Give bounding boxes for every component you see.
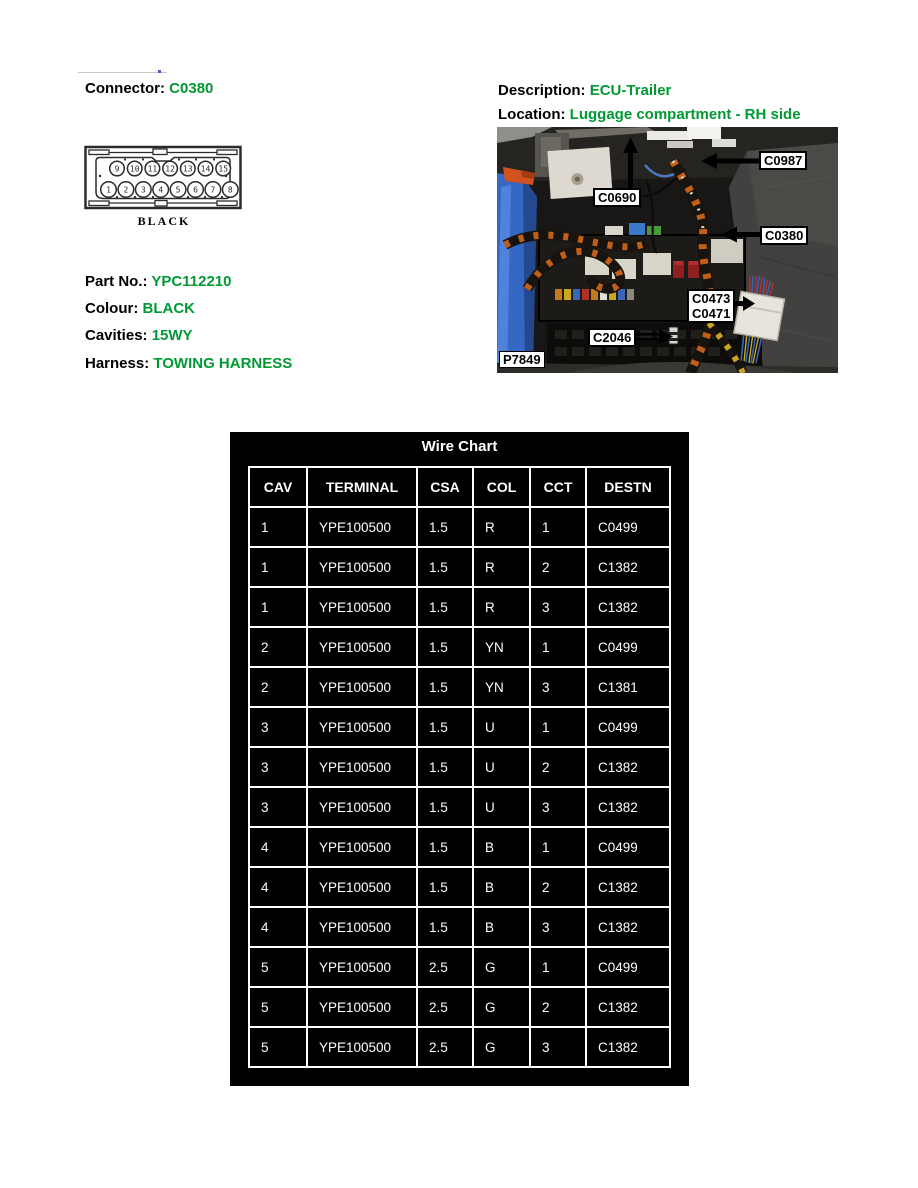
part-no-value: YPC112210 [151,273,232,290]
location-label: Location: [498,106,566,123]
wire-chart-header-row [249,467,670,507]
wire-chart-cell-cav: 2 [249,667,307,707]
wire-chart-cell-csa: 1.5 [417,907,473,947]
wire-chart-cell-cav: 3 [249,707,307,747]
wire-chart-cell-cav: 4 [249,867,307,907]
harness-value: TOWING HARNESS [153,355,293,372]
wire-chart-cell-destn: C0499 [586,507,670,547]
wire-chart-cell-cct: 2 [530,547,586,587]
wire-chart-title: Wire Chart [421,438,498,455]
wire-chart-cell-col: U [473,707,530,747]
location-value: Luggage compartment - RH side [569,106,801,123]
wire-chart-cell-terminal: YPE100500 [307,827,417,867]
wire-chart-cell-col: R [473,547,530,587]
wire-chart-cell-csa: 1.5 [417,547,473,587]
wire-chart-cell-csa: 2.5 [417,1027,473,1067]
wire-chart-cell-terminal: YPE100500 [307,587,417,627]
wire-chart-cell-destn: C0499 [586,947,670,987]
wire-chart-cell-col: R [473,587,530,627]
wire-chart-cell-terminal: YPE100500 [307,627,417,667]
colour-line [85,301,292,317]
wire-chart-cell-cav: 4 [249,907,307,947]
connector-pin-number: 14 [200,164,211,174]
wire-chart-cell-col: G [473,1027,530,1067]
connector-pin-number: 2 [123,185,129,195]
wire-chart-row [249,707,670,747]
wire-chart-cell-terminal: YPE100500 [307,667,417,707]
wire-chart-cell-col: YN [473,627,530,667]
cavities-value: 15WY [151,327,193,344]
wire-chart-table [248,466,671,1068]
wire-chart-cell-csa: 1.5 [417,587,473,627]
wire-chart-header-destn: DESTN [586,467,670,507]
wire-chart-row [249,1027,670,1067]
wire-chart-cell-cct: 1 [530,947,586,987]
wire-chart-header-cav: CAV [249,467,307,507]
wire-chart-cell-destn: C0499 [586,827,670,867]
wire-chart-cell-terminal: YPE100500 [307,507,417,547]
description-location-block [498,79,801,127]
photo-callout-c0473-c0471 [687,289,735,323]
wire-chart-cell-cct: 3 [530,1027,586,1067]
wire-chart-cell-terminal: YPE100500 [307,547,417,587]
photo-callout-c2046: C2046 [588,328,636,347]
connector-label: Connector: [85,80,165,97]
wire-chart-cell-csa: 1.5 [417,827,473,867]
wire-chart-header-col: COL [473,467,530,507]
connector-pin-number: 13 [182,164,193,174]
wire-chart-cell-col: R [473,507,530,547]
wire-chart-cell-col: G [473,947,530,987]
photo-callout-c0473: C0473 [692,291,731,306]
wire-chart-cell-csa: 2.5 [417,987,473,1027]
harness-line [85,356,292,372]
wire-chart-cell-cav: 4 [249,827,307,867]
wire-chart-cell-cav: 1 [249,587,307,627]
wire-chart-cell-cct: 2 [530,747,586,787]
description-label: Description: [498,82,586,99]
colour-label: Colour: [85,300,139,317]
wire-chart-cell-csa: 1.5 [417,867,473,907]
connector-pin-number: 3 [140,185,146,195]
wire-chart-cell-col: B [473,827,530,867]
wire-chart-row [249,507,670,547]
wire-chart-header-cct: CCT [530,467,586,507]
wire-chart-row [249,867,670,907]
harness-label: Harness: [85,355,150,372]
wire-chart-header-csa: CSA [417,467,473,507]
wire-chart-cell-cct: 1 [530,827,586,867]
wire-chart-cell-csa: 1.5 [417,747,473,787]
wire-chart-row [249,947,670,987]
wire-chart-cell-col: YN [473,667,530,707]
colour-value: BLACK [142,300,195,317]
wire-chart-cell-destn: C0499 [586,707,670,747]
wire-chart-cell-destn: C1382 [586,987,670,1027]
description-line [498,79,801,103]
wire-chart-row [249,667,670,707]
connector-pin-number: 7 [210,185,216,195]
wire-chart-cell-cav: 5 [249,1027,307,1067]
wire-chart-cell-col: G [473,987,530,1027]
connector-heading [85,80,213,97]
wire-chart-cell-cct: 2 [530,867,586,907]
connector-pin-number: 12 [165,164,175,174]
wire-chart-cell-terminal: YPE100500 [307,907,417,947]
wire-chart-cell-col: U [473,787,530,827]
wire-chart-row [249,907,670,947]
wire-chart-row [249,987,670,1027]
wire-chart-cell-destn: C1382 [586,747,670,787]
wire-chart-cell-terminal: YPE100500 [307,947,417,987]
part-details-block [85,274,292,383]
wire-chart-row [249,587,670,627]
cavities-line [85,328,292,344]
part-no-label: Part No.: [85,273,148,290]
photo-callout-c0987: C0987 [759,151,807,170]
connector-pin-number: 10 [129,164,140,174]
wire-chart-cell-terminal: YPE100500 [307,787,417,827]
wire-chart-row [249,627,670,667]
wire-chart-cell-col: U [473,747,530,787]
wire-chart-cell-csa: 2.5 [417,947,473,987]
wire-chart-row [249,827,670,867]
wire-chart-cell-cav: 3 [249,747,307,787]
wire-chart-cell-csa: 1.5 [417,507,473,547]
wire-chart-cell-cct: 3 [530,667,586,707]
wire-chart-body [249,507,670,1067]
wire-chart-cell-destn: C1381 [586,667,670,707]
wire-chart-cell-col: B [473,907,530,947]
location-photo [497,127,838,373]
wire-chart-row [249,747,670,787]
wire-chart-cell-destn: C1382 [586,547,670,587]
connector-pin-number: 15 [218,164,229,174]
wire-chart [230,432,689,1086]
wire-chart-cell-csa: 1.5 [417,707,473,747]
wire-chart-cell-destn: C1382 [586,787,670,827]
wire-chart-cell-terminal: YPE100500 [307,747,417,787]
wire-chart-cell-destn: C0499 [586,627,670,667]
wire-chart-cell-terminal: YPE100500 [307,987,417,1027]
wire-chart-cell-cct: 2 [530,987,586,1027]
wire-chart-cell-terminal: YPE100500 [307,1027,417,1067]
wire-chart-cell-destn: C1382 [586,1027,670,1067]
wire-chart-cell-cav: 1 [249,547,307,587]
wire-chart-cell-cct: 1 [530,507,586,547]
photo-callout-c0471: C0471 [692,306,731,321]
wire-chart-cell-cct: 1 [530,707,586,747]
location-line [498,103,801,127]
part-no-line [85,274,292,290]
wire-chart-cell-cct: 3 [530,907,586,947]
connector-pin-number: 6 [193,185,198,195]
connector-pin-number: 5 [175,185,181,195]
wire-chart-cell-cct: 3 [530,587,586,627]
wire-chart-cell-col: B [473,867,530,907]
photo-callout-c0380: C0380 [760,226,808,245]
wire-chart-cell-csa: 1.5 [417,667,473,707]
connector-color-label: BLACK [137,214,191,228]
wire-chart-cell-cct: 1 [530,627,586,667]
connector-pin-number: 1 [106,185,111,195]
description-value: ECU-Trailer [589,82,672,99]
connector-pin-number: 8 [227,185,233,195]
scan-artifact-line [78,72,167,73]
photo-figure-id: P7849 [499,351,545,368]
wire-chart-cell-cav: 5 [249,947,307,987]
scan-artifact-dot [158,70,161,73]
wire-chart-cell-destn: C1382 [586,587,670,627]
wire-chart-cell-cav: 1 [249,507,307,547]
wire-chart-cell-terminal: YPE100500 [307,867,417,907]
wire-chart-row [249,547,670,587]
connector-face-diagram [84,145,244,213]
connector-pin-number: 11 [147,164,158,174]
cavities-label: Cavities: [85,327,148,344]
connector-pin-number: 4 [158,185,164,195]
wire-chart-cell-cav: 3 [249,787,307,827]
wire-chart-cell-cct: 3 [530,787,586,827]
connector-pin-number: 9 [114,164,120,174]
wire-chart-cell-cav: 2 [249,627,307,667]
wire-chart-cell-cav: 5 [249,987,307,1027]
wire-chart-cell-terminal: YPE100500 [307,707,417,747]
wire-chart-cell-destn: C1382 [586,907,670,947]
photo-callout-c0690: C0690 [593,188,641,207]
wire-chart-header-terminal: TERMINAL [307,467,417,507]
wire-chart-cell-destn: C1382 [586,867,670,907]
connector-value: C0380 [169,80,214,97]
wire-chart-row [249,787,670,827]
wire-chart-cell-csa: 1.5 [417,627,473,667]
wire-chart-cell-csa: 1.5 [417,787,473,827]
